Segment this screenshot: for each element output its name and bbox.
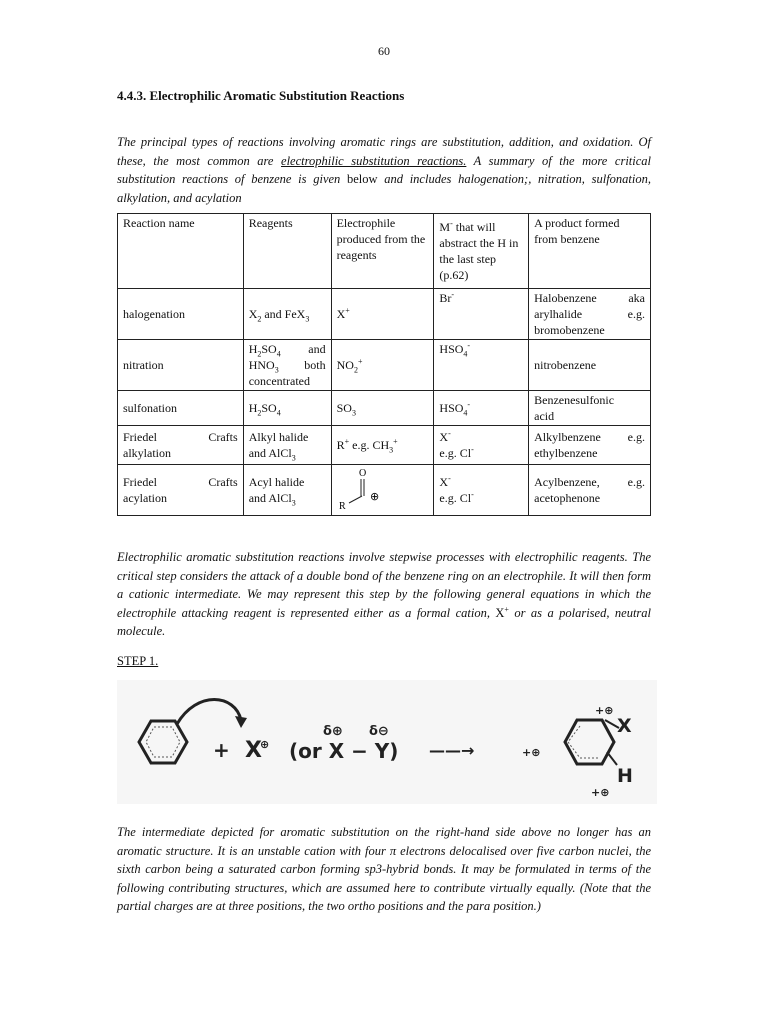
cell-base: X- e.g. Cl- xyxy=(434,465,529,516)
intro-paragraph xyxy=(117,133,651,207)
polarised-molecule-label: (or X − Y) xyxy=(289,739,399,763)
acylium-r-label: R xyxy=(338,501,346,510)
reaction-arrow-icon: ——→ xyxy=(429,741,475,760)
curved-arrowhead-icon xyxy=(235,716,247,728)
table-row xyxy=(118,340,651,391)
electrophile-charge-icon: ⊕ xyxy=(260,738,270,751)
delta-plus-label: δ⊕ xyxy=(323,724,343,739)
cell-reagents: $H_2SO_4$ and $HNO_3$ both concentrated xyxy=(243,340,331,391)
cell-electrophile: X+ xyxy=(331,289,434,340)
table-row xyxy=(118,465,651,516)
cell-product: nitrobenzene xyxy=(529,340,651,391)
header-abstracting-base: M- that will abstract the H in the last step (p.62) xyxy=(434,214,529,289)
cell-product: Benzenesulfonic acid xyxy=(529,391,651,426)
arenium-ring-icon xyxy=(565,720,614,764)
mechanism-paragraph: Electrophilic aromatic substitution reactions involve stepwise processes with electrophilic reagents. The critical step considers the attack of a double bond of the benzene ring on an electrophile. It will then form a cationic intermediate. We may represent this step by the following general equations in which the electrophile attacking reagent is represented either as a formal cation, X+ or as a polarised, neutral molecule. xyxy=(117,550,652,638)
header-electrophile: Electrophile produced from the reagents xyxy=(331,214,434,289)
section-heading: 4.4.3. Electrophilic Aromatic Substitution Reactions xyxy=(117,88,405,103)
acylium-structure-drawing xyxy=(337,466,397,510)
arenium-charge-top: +⊕ xyxy=(595,704,614,717)
cell-base: $HSO_4^-$ xyxy=(434,340,529,391)
table-row xyxy=(118,426,651,465)
cell-reaction-name: Friedel Crafts alkylation xyxy=(118,426,244,465)
cell-base: $HSO_4^-$ xyxy=(434,391,529,426)
plus-sign: + xyxy=(213,738,230,762)
header-reaction-name: Reaction name xyxy=(118,214,244,289)
benzene-delocalized-ring xyxy=(146,727,180,757)
table-row xyxy=(118,391,651,426)
intro-underlined-phrase: electrophilic substitution reactions. xyxy=(281,153,467,168)
cell-reaction-name: nitration xyxy=(118,340,244,391)
intro-text-3: and includes halogenation;, nitration, sulfonation, alkylation, and acylation xyxy=(117,172,651,205)
intermediate-paragraph: The intermediate depicted for aromatic substitution on the right-hand side above no longer has an aromatic structure. It is an unstable cation with four π electrons delocalised over five carbon nuclei, the sixth carbon being a saturated carbon forming sp3-hybrid bonds. It may be formulated in terms of the following contributing structures, which are assumed here to contribute virtually equally. (Note that the partial charges are at three positions, the two ortho positions and the para position.) xyxy=(117,825,651,913)
page-number: 60 xyxy=(378,44,390,58)
table-row xyxy=(118,289,651,340)
cell-product: Acylbenzene, e.g. acetophenone xyxy=(529,465,651,516)
reaction-scheme-svg xyxy=(117,680,657,804)
step-label: STEP 1. xyxy=(117,654,159,668)
cell-electrophile xyxy=(331,465,434,516)
cell-reagents: Acyl halide and AlCl$_3$ xyxy=(243,465,331,516)
intro-text-2: A summary of the more critical substitution reactions of benzene is given xyxy=(117,153,652,186)
cell-electrophile: R+ e.g. $CH_3^+$ xyxy=(331,426,434,465)
arenium-charge-bottom: +⊕ xyxy=(591,786,610,799)
cell-electrophile: $NO_2^+$ xyxy=(331,340,434,391)
intro-upright-word: below xyxy=(347,172,378,186)
step-1-reaction-diagram xyxy=(117,680,657,804)
header-reagents: Reagents xyxy=(243,214,331,289)
cell-electrophile: $SO_3$ xyxy=(331,391,434,426)
cell-reagents: $X_2$ and FeX$_3$ xyxy=(243,289,331,340)
cell-reaction-name: Friedel Crafts acylation xyxy=(118,465,244,516)
table-header-row xyxy=(118,214,651,289)
arenium-charge-left: +⊕ xyxy=(522,746,541,759)
cell-product: Halobenzene aka arylhalide e.g. bromobenzene xyxy=(529,289,651,340)
acylium-r-bond xyxy=(349,496,362,503)
header-product: A product formed from benzene xyxy=(529,214,651,289)
cell-reagents: Alkyl halide and AlCl$_3$ xyxy=(243,426,331,465)
cell-reaction-name: sulfonation xyxy=(118,391,244,426)
cell-base: Br- xyxy=(434,289,529,340)
bond-to-h xyxy=(607,752,617,765)
curved-arrow-icon xyxy=(177,700,241,725)
electrophile-x: X xyxy=(245,738,262,763)
acylium-oxygen-label: O xyxy=(358,468,366,479)
product-h-label: H xyxy=(617,765,633,787)
cell-base: X- e.g. Cl- xyxy=(434,426,529,465)
product-x-label: X xyxy=(617,715,632,737)
substitution-reactions-table xyxy=(117,213,651,516)
cell-product: Alkylbenzene e.g. ethylbenzene xyxy=(529,426,651,465)
acylium-positive-charge-icon: ⊕ xyxy=(369,490,379,503)
delta-minus-label: δ⊖ xyxy=(369,724,389,739)
cell-reagents: $H_2SO_4$ xyxy=(243,391,331,426)
cell-reaction-name: halogenation xyxy=(118,289,244,340)
intro-text-1: The principal types of reactions involving aromatic rings are substitution, addition, and oxidation. Of these, the most common are xyxy=(117,135,651,168)
